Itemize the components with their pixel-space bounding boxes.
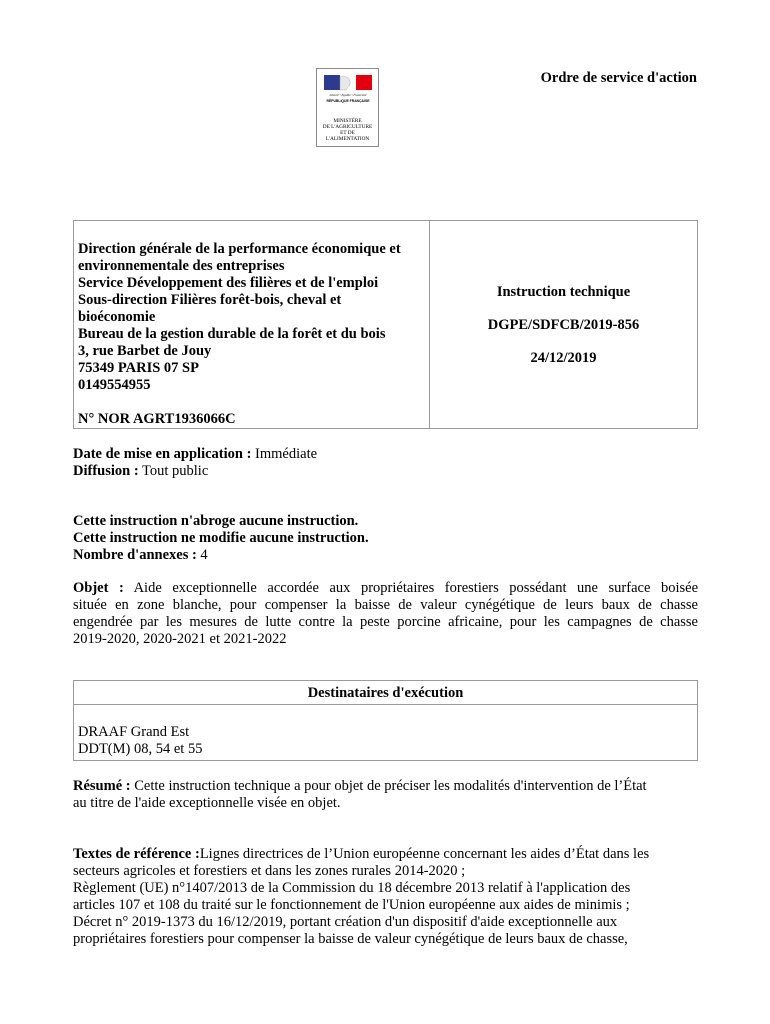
- objet-text-line: engendrée par les mesures de lutte contre la peste porcine africaine, pour les campagnes de chasse: [73, 614, 698, 630]
- logo-motto: Liberté • Égalité • Fraternité: [329, 93, 367, 97]
- authority-line: bioéconomie: [78, 309, 156, 325]
- diffusion-value: Tout public: [138, 463, 209, 479]
- authority-line: Bureau de la gestion durable de la forêt et du bois: [78, 326, 386, 342]
- resume-text-line: Cette instruction technique a pour objet de préciser les modalités d'intervention de l’État: [130, 778, 647, 794]
- annexes-value: 4: [196, 547, 208, 563]
- authority-line: Direction générale de la performance économique et: [78, 241, 401, 257]
- ministry-line: L'ALIMENTATION: [325, 136, 370, 142]
- phone-number: 0149554955: [78, 377, 151, 393]
- objet-label: Objet :: [73, 580, 124, 596]
- marianne-logo-icon: [317, 69, 378, 115]
- application-date-value: Immédiate: [251, 446, 318, 462]
- authority-line: Sous-direction Filières forêt-bois, cheval et: [78, 292, 342, 308]
- authority-line: environnementale des entreprises: [78, 258, 285, 274]
- application-date: [73, 446, 698, 463]
- ministry-line: DE L'AGRICULTURE: [322, 124, 373, 130]
- objet-text-line: située en zone blanche, pour compenser la baisse de valeur cynégétique de leurs baux de chasse: [73, 597, 698, 613]
- objet-section: [73, 580, 698, 648]
- instruction-date: 24/12/2019: [530, 350, 597, 366]
- application-section: [73, 446, 698, 480]
- annexes-count: [73, 547, 698, 564]
- resume-label: Résumé :: [73, 778, 131, 794]
- abrogation-line: Cette instruction n'abroge aucune instruction.: [73, 513, 359, 529]
- diffusion-label: Diffusion :: [73, 463, 139, 479]
- recipient-item: DRAAF Grand Est: [78, 724, 190, 740]
- address-line: 75349 PARIS 07 SP: [78, 360, 199, 376]
- reference-text-line: Règlement (UE) n°1407/2013 de la Commission du 18 décembre 2013 relatif à l'application des: [73, 880, 631, 896]
- references-label: Textes de référence :: [73, 846, 200, 862]
- recipients-title: Destinataires d'exécution: [74, 681, 697, 705]
- reference-text-line: Décret n° 2019-1373 du 16/12/2019, portant création d'un dispositif d'aide exceptionnelle aux: [73, 914, 618, 930]
- ministry-logo: [316, 68, 379, 147]
- issuing-authority: [74, 221, 430, 428]
- modification-line: Cette instruction ne modifie aucune instruction.: [73, 530, 369, 546]
- instruction-reference: DGPE/SDFCB/2019-856: [487, 317, 640, 333]
- reference-text-line: propriétaires forestiers pour compenser la baisse de valeur cynégétique de leurs baux de chasse,: [73, 931, 628, 947]
- order-title: Ordre de service d'action: [540, 70, 697, 86]
- address-line: 3, rue Barbet de Jouy: [78, 343, 212, 359]
- ministry-line: MINISTÈRE: [333, 118, 362, 124]
- resume-section: [73, 778, 698, 812]
- instruction-info: [430, 221, 697, 428]
- header-table: [73, 220, 698, 429]
- abrogation-section: [73, 513, 698, 564]
- ministry-name: [317, 118, 378, 142]
- references-section: [73, 846, 698, 948]
- application-date-label: Date de mise en application :: [73, 446, 252, 462]
- reference-text-line: secteurs agricoles et forestiers et dans les zones rurales 2014-2020 ;: [73, 863, 466, 879]
- authority-line: Service Développement des filières et de l'emploi: [78, 275, 379, 291]
- reference-text-line: articles 107 et 108 du traité sur le fonctionnement de l'Union européenne aux aides de minimis ;: [73, 897, 630, 913]
- objet-text-line: Aide exceptionnelle accordée aux propriétaires forestiers possédant une surface boisée: [123, 580, 698, 596]
- diffusion: [73, 463, 698, 480]
- resume-text-line: au titre de l'aide exceptionnelle visée en objet.: [73, 795, 341, 811]
- nor-number: N° NOR AGRT1936066C: [78, 411, 236, 427]
- logo-republic: RÉPUBLIQUE FRANÇAISE: [326, 99, 370, 103]
- ministry-line: ET DE: [340, 130, 355, 136]
- annexes-label: Nombre d'annexes :: [73, 547, 197, 563]
- recipients-table: [73, 680, 698, 761]
- objet-text-line: 2019-2020, 2020-2021 et 2021-2022: [73, 631, 287, 647]
- reference-text-line: Lignes directrices de l’Union européenne concernant les aides d’État dans les: [199, 846, 650, 862]
- recipient-item: DDT(M) 08, 54 et 55: [78, 741, 203, 757]
- instruction-type: Instruction technique: [496, 284, 631, 300]
- recipients-list: [74, 705, 697, 758]
